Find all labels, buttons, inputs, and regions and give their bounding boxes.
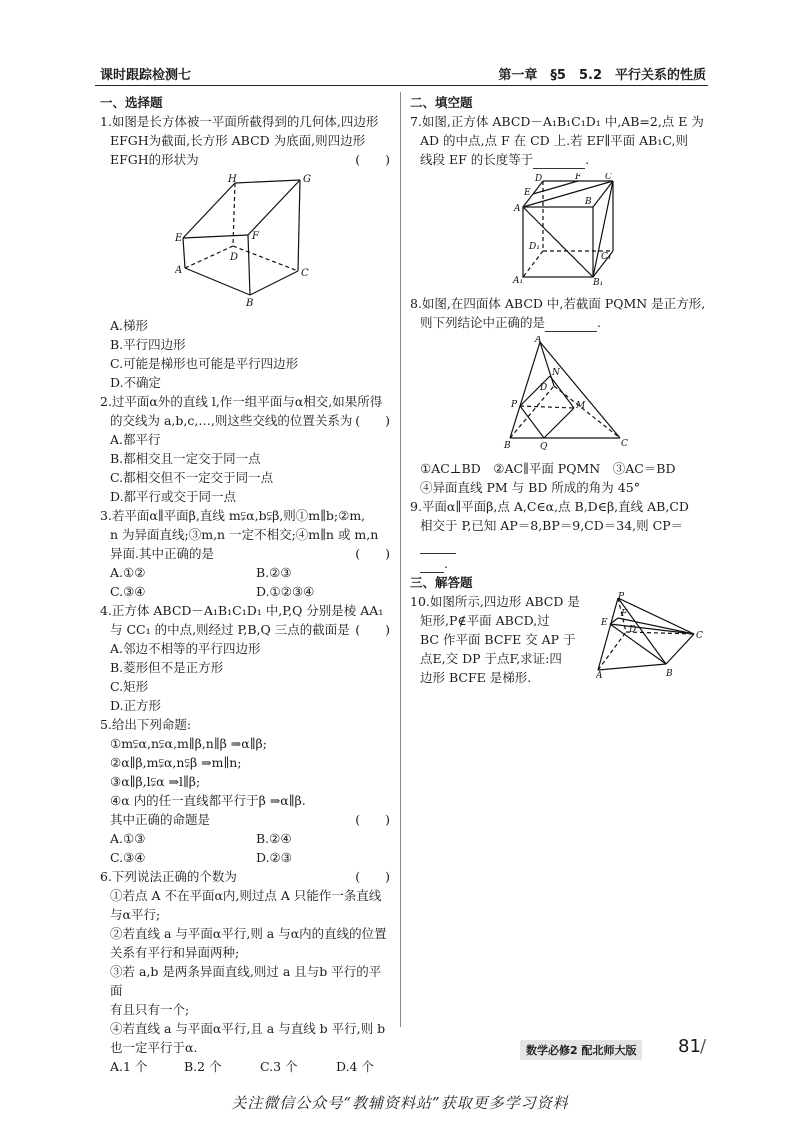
q6-line: 有且只有一个; (110, 1002, 190, 1017)
q8-statement: ①AC⊥BD ②AC∥平面 PQMN ③AC＝BD (420, 461, 676, 476)
bottom-watermark-note: 关注微信公众号“教辅资料站”获取更多学习资料 (231, 1094, 569, 1112)
q8-line: 8.如图,在四面体 ABCD 中,若截面 PQMN 是正方形, (410, 296, 706, 311)
q6-line: ②若直线 a 与平面α平行,则 a 与α内的直线的位置 (110, 926, 387, 941)
fig8-label: D (540, 383, 548, 393)
right-column (410, 93, 706, 687)
question-8 (410, 294, 706, 497)
option: C.可能是梯形也可能是平行四边形 (110, 356, 299, 371)
fig7-label: A (514, 204, 521, 214)
question-10 (410, 592, 706, 687)
fig8-label: A (535, 336, 542, 345)
option: B.菱形但不是正方形 (110, 660, 224, 675)
question-7 (410, 112, 706, 290)
q10-line: BC 作平面 BCFE 交 AP 于 (420, 632, 576, 647)
question-3 (100, 506, 392, 601)
left-column (100, 93, 392, 1076)
q5-line: ①m⫋α,n⫋α,m∥β,n∥β ⇒α∥β; (110, 736, 267, 751)
q6-line: ④若直线 a 与平面α平行,且 a 与直线 b 平行,则 b (110, 1021, 386, 1036)
option-row: C.③④ D.②③ (110, 850, 292, 865)
fig10-label: F (621, 609, 628, 619)
answer-blank (533, 156, 585, 169)
fig1-label: C (301, 268, 309, 279)
option: A.邻边不相等的平行四边形 (110, 641, 261, 656)
answer-bracket: ( ) (355, 152, 390, 167)
fig7-label: C₁ (601, 252, 612, 262)
fig8-label: N (552, 368, 560, 378)
q10-line: 边形 BCFE 是梯形. (420, 670, 532, 685)
q7-line: AD 的中点,点 F 在 CD 上.若 EF∥平面 AB₁C,则 (420, 133, 688, 148)
q9-line: 相交于 P,已知 AP＝8,BP＝9,CD＝34,则 CP＝ (410, 516, 706, 554)
answer-blank (545, 319, 597, 332)
q3-line: 3.若平面α∥平面β,直线 m⫋α,b⫋β,则①m∥b;②m, (100, 508, 366, 523)
q5-line: ③α∥β,l⫋α ⇒l∥β; (110, 774, 201, 789)
option-row: A.①③ B.②④ (110, 831, 292, 846)
q2-line: 2.过平面α外的直线 l,作一组平面与α相交,如果所得 (100, 394, 383, 409)
q3-line: 异面.其中正确的是 ( ) (110, 546, 390, 561)
answer-blank (420, 560, 444, 573)
fig10-label: A (596, 671, 603, 678)
fig1-label: D (230, 252, 239, 263)
option: D.都平行或交于同一点 (110, 489, 237, 504)
header-rule (95, 85, 708, 86)
answer-bracket: ( ) (355, 812, 390, 827)
q7-line: 线段 EF 的长度等于 . (420, 152, 590, 167)
q6-line: 与α平行; (110, 907, 161, 922)
q10-line: 10.如图所示,四边形 ABCD 是 (410, 594, 580, 609)
option: A.都平行 (110, 432, 161, 447)
column-divider (400, 92, 401, 1027)
fig10-label: C (696, 631, 703, 641)
fig1-label: E (175, 233, 183, 244)
page-slash: / (700, 1036, 707, 1057)
question-6 (100, 867, 392, 1076)
answer-blank (420, 541, 456, 554)
q9-line: . (410, 554, 706, 573)
option: D.正方形 (110, 698, 162, 713)
fig8-label: M (576, 401, 586, 411)
fig7-label: A₁ (513, 276, 524, 285)
option-row: A.①② B.②③ (110, 565, 292, 580)
q4-line: 4.正方体 ABCD－A₁B₁C₁D₁ 中,P,Q 分别是棱 AA₁ (100, 603, 384, 618)
question-9 (410, 497, 706, 573)
q5-line: ④α 内的任一直线都平行于β ⇒α∥β. (110, 793, 306, 808)
q5-line: 5.给出下列命题: (100, 717, 192, 732)
q5-line: 其中正确的命题是 ( ) (110, 812, 390, 827)
answer-bracket: ( ) (355, 546, 390, 561)
q7-line: 7.如图,正方体 ABCD－A₁B₁C₁D₁ 中,AB=2,点 E 为 (410, 114, 704, 129)
q1-line: 1.如图是长方体被一平面所截得到的几何体,四边形 (100, 114, 379, 129)
fig10-label: P (618, 592, 625, 602)
question-5 (100, 715, 392, 867)
section-answer-title: 三、解答题 (410, 575, 473, 590)
q9-line: 9.平面α∥平面β,点 A,C∈α,点 B,D∈β,直线 AB,CD (410, 499, 689, 514)
option-row: A.1 个 B.2 个 C.3 个 D.4 个 (110, 1059, 374, 1074)
answer-bracket: ( ) (355, 622, 390, 637)
fig7-label: B (585, 197, 592, 207)
section-choice-title: 一、选择题 (100, 95, 163, 110)
fig10-label: B (666, 669, 673, 678)
figure-7 (410, 173, 706, 290)
q10-line: 点E,交 DP 于点F,求证:四 (420, 651, 562, 666)
fig1-label: B (246, 298, 254, 307)
option: C.矩形 (110, 679, 149, 694)
figure-8 (410, 336, 706, 455)
fig1-label: G (303, 174, 311, 185)
q1-line: EFGH为截面,长方形 ABCD 为底面,则四边形 (110, 133, 366, 148)
fig8-label: B (504, 441, 511, 450)
fig7-label: C (605, 173, 612, 182)
question-4 (100, 601, 392, 715)
header-right: 第一章 §5 5.2 平行关系的性质 (498, 68, 706, 83)
fig10-label: D (629, 625, 637, 635)
answer-bracket: ( ) (355, 869, 390, 884)
question-2 (100, 392, 392, 506)
fig1-label: F (252, 231, 259, 242)
header-left: 课时跟踪检测七 (100, 68, 192, 83)
fig10-label: E (601, 618, 608, 628)
q6-line: 也一定平行于α. (110, 1040, 198, 1055)
q4-line: 与 CC₁ 的中点,则经过 P,B,Q 三点的截面是 ( ) (110, 622, 390, 637)
figure-10 (596, 592, 706, 687)
fig7-label: F (575, 173, 582, 182)
fig7-label: D (535, 174, 543, 184)
q8-line: 则下列结论中正确的是 . (420, 315, 601, 330)
fig7-label: B₁ (593, 278, 604, 285)
q10-line: 矩形,P∉平面 ABCD,过 (420, 613, 550, 628)
fig7-label: E (524, 188, 531, 198)
q5-line: ②α∥β,m⫋α,n⫋β ⇒m∥n; (110, 755, 242, 770)
q6-line: 6.下列说法正确的个数为 ( ) (100, 869, 390, 884)
q6-line: 关系有平行和异面两种; (110, 945, 240, 960)
fig1-label: A (175, 265, 183, 276)
q6-line: ①若点 A 不在平面α内,则过点 A 只能作一条直线 (110, 888, 382, 903)
q1-line: EFGH的形状为 ( ) (110, 152, 390, 167)
fig8-label: C (621, 439, 628, 449)
question-1 (100, 112, 392, 392)
option: A.梯形 (110, 318, 149, 333)
page-number: 81 (678, 1036, 701, 1057)
option: B.都相交且一定交于同一点 (110, 451, 261, 466)
figure-1 (100, 173, 392, 312)
option: C.都相交但不一定交于同一点 (110, 470, 274, 485)
option: B.平行四边形 (110, 337, 186, 352)
fig8-label: Q (540, 442, 548, 450)
option: D.不确定 (110, 375, 162, 390)
fig7-label: D₁ (529, 242, 540, 252)
q8-statement: ④异面直线 PM 与 BD 所成的角为 45° (420, 480, 640, 495)
section-fill-title: 二、填空题 (410, 95, 473, 110)
option-row: C.③④ D.①②③④ (110, 584, 315, 599)
fig1-label: H (228, 174, 237, 185)
q2-line: 的交线为 a,b,c,…,则这些交线的位置关系为 ( ) (110, 413, 390, 428)
fig8-label: P (511, 400, 518, 410)
q6-line: ③若 a,b 是两条异面直线,则过 a 且与b 平行的平面 (110, 964, 382, 998)
book-label: 数学必修2 配北师大版 (520, 1040, 642, 1060)
answer-bracket: ( ) (355, 413, 390, 428)
q3-line: n 为异面直线;③m,n 一定不相交;④m∥n 或 m,n (110, 527, 379, 542)
